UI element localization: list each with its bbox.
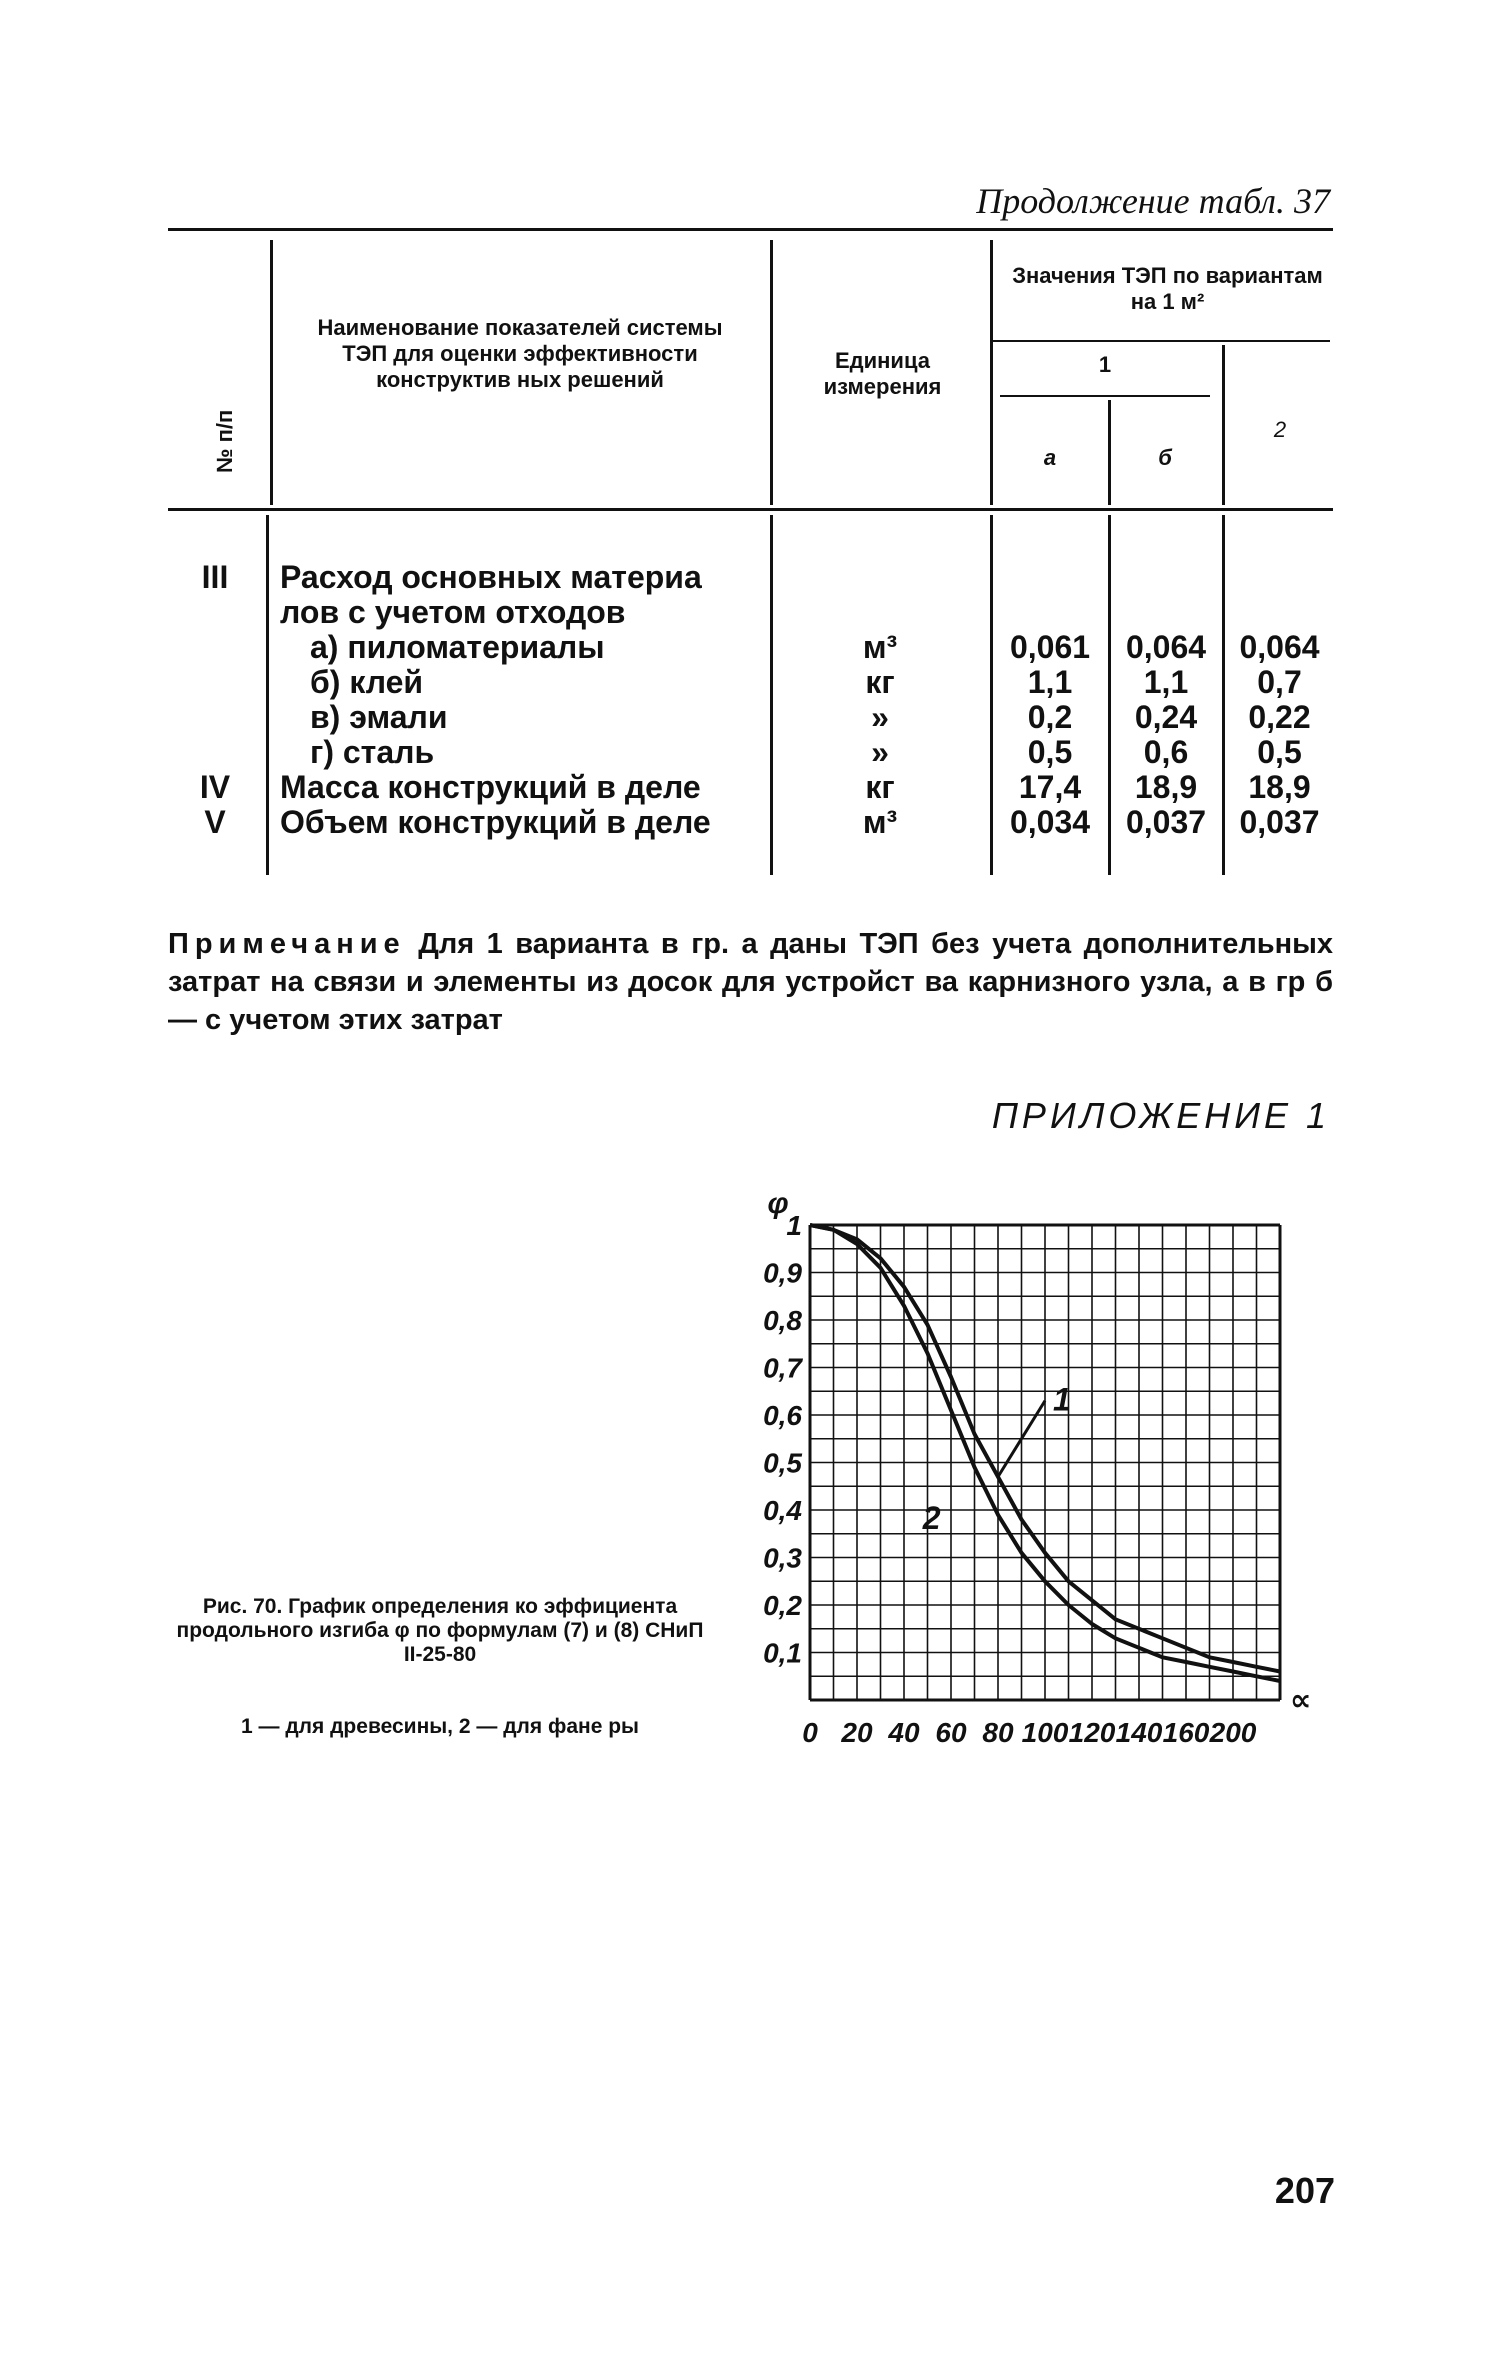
row-unit: кг <box>865 664 895 700</box>
appendix-title: ПРИЛОЖЕНИЕ 1 <box>991 1095 1330 1136</box>
row-value-b: 0,24 <box>1134 699 1198 735</box>
row-value-2: 18,9 <box>1248 769 1311 805</box>
header-variant2: 2 <box>1273 417 1287 442</box>
row-name: а) пиломатериалы <box>310 629 605 665</box>
row-value-b: 0,064 <box>1125 629 1207 665</box>
x-axis-label: ∝ <box>1290 1684 1312 1717</box>
y-tick-label: 0,3 <box>763 1542 802 1574</box>
chart-labels <box>767 1187 1311 1717</box>
row-value-2: 0,064 <box>1239 629 1320 665</box>
x-tick-label: 120 <box>1068 1717 1116 1748</box>
row-num: III <box>201 559 229 595</box>
table-note <box>168 925 1333 1039</box>
row-unit: » <box>871 699 889 735</box>
x-tick-label: 100 <box>1021 1717 1069 1748</box>
note-lead: Примечание <box>168 928 406 960</box>
y-tick-label: 0,8 <box>763 1305 802 1336</box>
y-tick-label: 0,9 <box>763 1257 802 1289</box>
continuation-title: Продолжение табл. 37 <box>976 181 1330 221</box>
row-num: IV <box>199 769 231 805</box>
col-divider <box>770 240 773 505</box>
row-unit: м³ <box>862 804 898 840</box>
row-value-a: 0,5 <box>1027 734 1073 770</box>
row-value-a: 0,034 <box>1009 804 1091 840</box>
col-divider <box>990 240 993 505</box>
header-sub-b: б <box>1158 445 1172 470</box>
col-divider <box>1222 515 1225 875</box>
row-value-a: 1,1 <box>1027 664 1073 700</box>
figure-caption: Рис. 70. График определения ко эффициента продольного изгиба φ по формулам (7) и (8) СНиП II-25-80 <box>176 1595 704 1666</box>
y-tick-label: 0,5 <box>763 1447 802 1479</box>
x-tick-label: 80 <box>982 1717 1014 1748</box>
row-unit: » <box>871 734 889 770</box>
row-name: Масса конструкций в деле <box>280 769 701 805</box>
values-header-rule <box>990 340 1330 342</box>
y-axis-label: φ <box>767 1187 789 1220</box>
row-value-2: 0,22 <box>1248 699 1311 735</box>
series-2-label: 2 <box>922 1500 941 1536</box>
note-text: Для 1 варианта в гр. а даны ТЭП без учета дополнительных затрат на связи и элементы из досок для устройст ва карнизного узла, а в гр б — с учетом этих затрат <box>168 928 1334 1036</box>
x-tick-label: 140 <box>1115 1717 1163 1748</box>
chart-grid <box>810 1225 1280 1700</box>
row-name: лов с учетом отходов <box>280 594 626 630</box>
row-unit: кг <box>865 769 895 805</box>
row-value-b: 0,6 <box>1143 734 1189 770</box>
header-name: Наименование показателей системы ТЭП для оценки эффективности конструктив ных решений <box>317 315 723 392</box>
row-value-2: 0,5 <box>1257 734 1302 770</box>
y-tick-label: 0,2 <box>763 1590 802 1621</box>
row-value-b: 0,037 <box>1125 804 1207 840</box>
row-value-a: 0,2 <box>1027 699 1073 735</box>
row-value-a: 17,4 <box>1018 769 1082 805</box>
row-value-a: 0,061 <box>1009 629 1091 665</box>
row-name: в) эмали <box>310 699 448 735</box>
row-num: V <box>204 804 226 840</box>
header-values: Значения ТЭП по вариантам на 1 м² <box>1012 263 1323 314</box>
col-divider <box>1222 345 1225 505</box>
col-divider <box>1108 515 1111 875</box>
y-tick-label: 0,1 <box>763 1637 802 1669</box>
figure-legend: 1 — для древесины, 2 — для фане ры <box>241 1715 639 1738</box>
row-value-b: 18,9 <box>1134 769 1198 805</box>
phi-chart <box>740 1175 1320 1775</box>
row-value-2: 0,7 <box>1257 664 1302 700</box>
series-1-label: 1 <box>1053 1381 1071 1418</box>
page-number: 207 <box>1274 2170 1335 2211</box>
header-unit: Единица измерения <box>823 348 942 399</box>
chart-ticks <box>763 1210 1257 1748</box>
row-value-b: 1,1 <box>1143 664 1189 700</box>
y-tick-label: 0,4 <box>763 1495 802 1526</box>
y-tick-label: 0,6 <box>763 1400 802 1431</box>
col-divider <box>270 240 273 505</box>
row-name: Объем конструкций в деле <box>280 804 711 840</box>
table-header-rule <box>168 508 1333 511</box>
table-top-rule <box>168 228 1333 231</box>
header-num: № п/п <box>212 409 237 473</box>
x-tick-label: 160 <box>1162 1717 1210 1748</box>
row-name: Расход основных материа <box>280 559 702 595</box>
x-tick-label: 0 <box>802 1717 818 1748</box>
x-tick-label: 20 <box>841 1717 873 1748</box>
x-tick-label: 60 <box>935 1717 967 1748</box>
row-unit: м³ <box>862 629 898 665</box>
y-tick-label: 1 <box>786 1210 802 1241</box>
header-variant1: 1 <box>1098 352 1112 377</box>
col-divider <box>990 515 993 875</box>
row-name: г) сталь <box>310 734 435 770</box>
header-sub-a: а <box>1043 445 1057 470</box>
col-divider <box>1108 400 1111 505</box>
col-divider <box>266 515 269 875</box>
variant1-rule <box>1000 395 1210 397</box>
y-tick-label: 0,7 <box>763 1352 802 1384</box>
x-tick-label: 200 <box>1209 1717 1257 1748</box>
row-name: б) клей <box>310 664 424 700</box>
row-value-2: 0,037 <box>1239 804 1320 840</box>
x-tick-label: 40 <box>888 1717 920 1748</box>
